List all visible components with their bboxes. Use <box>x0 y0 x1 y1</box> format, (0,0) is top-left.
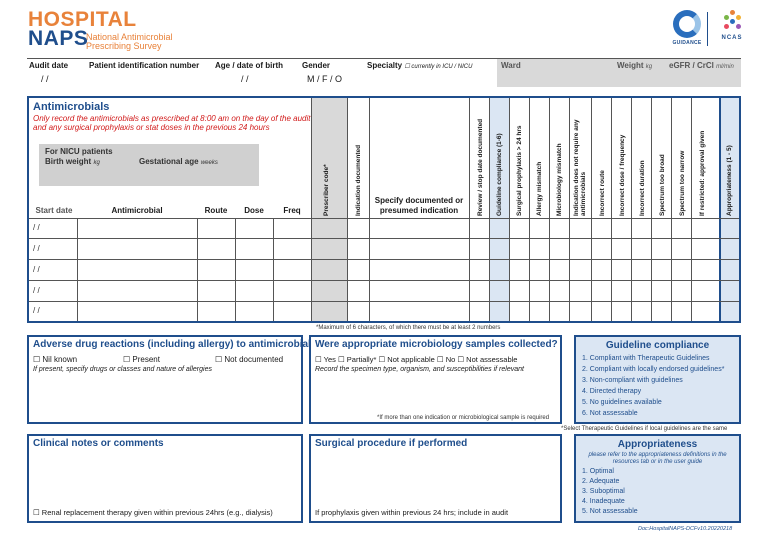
col-specify-indication: Specify documented or presumed indication <box>374 196 464 215</box>
col-freq: Freq <box>283 206 301 215</box>
nil-known-checkbox[interactable]: ☐ Nil known <box>33 355 78 364</box>
grid-v <box>197 218 198 321</box>
guideline-item: 2. Compliant with locally endorsed guidelines* <box>582 366 725 373</box>
appropriateness-item: 4. Inadequate <box>582 498 625 505</box>
col-restricted-approval: If restricted: approval given <box>699 130 706 216</box>
nicu-title: For NICU patients <box>45 147 113 156</box>
grid-v <box>549 98 550 321</box>
birth-weight-unit: kg <box>93 160 100 166</box>
col-allergy-mismatch: Allergy mismatch <box>536 161 543 216</box>
col-prescriber-code: Prescriber code* <box>323 164 330 216</box>
grid-v <box>469 98 470 321</box>
renal-replacement-checkbox[interactable]: ☐ Renal replacement therapy given within previous 24hrs (e.g., dialysis) <box>33 508 273 517</box>
grid-v <box>311 98 312 321</box>
start-date-cell[interactable]: / / <box>33 306 40 315</box>
logo-naps: NAPS <box>28 27 89 50</box>
grid-v <box>691 98 692 321</box>
grid-v <box>529 98 530 321</box>
gender-field[interactable]: M / F / O <box>307 74 342 84</box>
appropriateness-item: 1. Optimal <box>582 468 614 475</box>
microbiology-footnote: *If more than one indication or microbiological sample is required <box>377 415 550 421</box>
adr-title: Adverse drug reactions (including allergy) to antimicrobial <box>33 339 311 350</box>
col-appropriateness: Appropriateness (1 - 5) <box>726 145 733 216</box>
logo-hospital: HOSPITAL <box>28 8 137 31</box>
grid-v <box>347 98 348 321</box>
col-microbiology-mismatch: Microbiology mismatch <box>556 143 563 216</box>
microbiology-title: Were appropriate microbiology samples collected? <box>315 339 558 350</box>
guideline-item: 4. Directed therapy <box>582 388 642 395</box>
guidance-label: GUIDANCE <box>672 40 702 46</box>
guideline-item: 1. Compliant with Therapeutic Guidelines <box>582 355 710 362</box>
weight-unit: kg <box>645 64 653 70</box>
grid-v <box>611 98 612 321</box>
grid-v <box>631 98 632 321</box>
grid-v <box>235 218 236 321</box>
grid-h <box>29 238 739 239</box>
surgical-note: If prophylaxis given within previous 24 hrs; include in audit <box>315 508 509 517</box>
clinical-notes-section <box>27 434 303 523</box>
grid-h <box>29 259 739 260</box>
adr-section <box>27 335 311 424</box>
col-spectrum-broad: Spectrum too broad <box>659 154 666 216</box>
grid-v <box>651 98 652 321</box>
start-date-cell[interactable]: / / <box>33 244 40 253</box>
col-incorrect-route: Incorrect route <box>599 170 606 216</box>
egfr-unit: ml/min <box>716 64 734 70</box>
egfr-label <box>669 61 734 70</box>
gestational-age-text: Gestational age <box>139 157 199 166</box>
birth-weight-label <box>45 157 100 166</box>
weight-text: Weight <box>617 61 644 70</box>
appropriateness-item: 5. Not assessable <box>582 508 638 515</box>
appropriateness-item: 3. Suboptimal <box>582 488 625 495</box>
col-spectrum-narrow: Spectrum too narrow <box>679 150 686 216</box>
col-indication-documented: Indication documented <box>355 144 362 216</box>
nicu-box <box>39 144 259 186</box>
icu-checkbox[interactable]: ☐ currently in ICU / NICU <box>404 64 473 70</box>
grid-v <box>671 98 672 321</box>
age-dob-field[interactable]: / / <box>241 74 249 84</box>
birth-weight-text: Birth weight <box>45 157 92 166</box>
appropriateness-panel-title: Appropriateness <box>617 439 698 450</box>
audit-header-row <box>27 58 741 88</box>
ncas-dots-icon <box>722 10 742 32</box>
ncas-logo <box>712 10 752 50</box>
grid-v <box>273 218 274 321</box>
weight-label <box>617 61 652 70</box>
guideline-compliance-panel <box>574 335 741 424</box>
grid-v <box>509 98 510 321</box>
not-documented-checkbox[interactable]: ☐ Not documented <box>215 355 284 364</box>
appropriateness-desc: please refer to the appropriateness definitions in the resources tab or in the user guide <box>588 452 727 465</box>
antimicrobials-note: Only record the antimicrobials as prescribed at 8:00 am on the day of the audit and any surgical prophylaxis or stat doses in the previous 24 hours <box>33 114 311 132</box>
guideline-panel-title: Guideline compliance <box>605 340 710 351</box>
grid-v <box>591 98 592 321</box>
audit-date-field[interactable]: / / <box>41 74 49 84</box>
ward-label: Ward <box>501 61 521 70</box>
microbiology-note: Record the specimen type, organism, and susceptibilities if relevant <box>315 366 524 373</box>
guideline-footnote: *Select Therapeutic Guidelines if local guidelines are the same <box>561 426 728 432</box>
col-surgical-prophylaxis: Surgical prophylaxis > 24 hrs <box>516 125 523 216</box>
grid-h <box>29 218 739 219</box>
logo-subtitle-2: Prescribing Survey <box>86 41 162 51</box>
guideline-item: 3. Non-compliant with guidelines <box>582 377 683 384</box>
audit-date-label: Audit date <box>29 61 69 70</box>
guidance-g-icon <box>673 10 701 38</box>
grid-h <box>29 280 739 281</box>
start-date-cell[interactable]: / / <box>33 265 40 274</box>
grid-v <box>719 98 721 321</box>
document-code: Doc:HospitalNAPS-DCFv10.20220218 <box>638 526 733 532</box>
surgical-title: Surgical procedure if performed <box>315 438 468 449</box>
ncas-label: NCAS <box>721 35 743 41</box>
gestational-age-unit: weeks <box>200 160 218 166</box>
start-date-cell[interactable]: / / <box>33 223 40 232</box>
col-antimicrobial: Antimicrobial <box>111 206 163 215</box>
col-incorrect-dose: Incorrect dose / frequency <box>619 134 626 216</box>
egfr-text: eGFR / CrCl <box>669 61 714 70</box>
guideline-item: 5. No guidelines available <box>582 399 662 406</box>
col-route: Route <box>204 206 228 215</box>
guideline-item: 6. Not assessable <box>582 410 638 417</box>
gender-label: Gender <box>302 61 331 70</box>
patient-id-label: Patient identification number <box>89 61 200 70</box>
col-indication-not-required: Indication does not require any antimicrobials <box>573 119 587 216</box>
present-checkbox[interactable]: ☐ Present <box>123 355 160 364</box>
grid-v <box>77 218 78 321</box>
grid-v <box>489 98 490 321</box>
antimicrobials-title: Antimicrobials <box>33 101 110 113</box>
surgical-procedure-section <box>309 434 562 523</box>
gestational-age-label <box>139 157 218 166</box>
microbiology-options[interactable]: ☐ Yes ☐ Partially* ☐ Not applicable ☐ No ☐ Not assessable <box>315 355 518 364</box>
col-incorrect-duration: Incorrect duration <box>639 160 646 216</box>
grid-v <box>569 98 570 321</box>
appropriateness-item: 2. Adequate <box>582 478 620 485</box>
col-dose: Dose <box>244 206 264 215</box>
antimicrobials-section <box>27 96 741 323</box>
grid-h <box>29 301 739 302</box>
col-start-date: Start date <box>35 206 73 215</box>
appropriateness-panel <box>574 434 741 523</box>
guidance-logo <box>672 10 702 50</box>
specialty-text: Specialty <box>367 61 403 70</box>
logo-divider <box>707 12 708 46</box>
col-review-stop: Review / stop date documented <box>477 118 484 216</box>
age-dob-label: Age / date of birth <box>215 61 283 70</box>
clinical-notes-title: Clinical notes or comments <box>33 438 164 449</box>
start-date-cell[interactable]: / / <box>33 286 40 295</box>
specialty-label <box>367 61 472 70</box>
adr-note: If present, specify drugs or classes and nature of allergies <box>33 366 212 373</box>
grid-v <box>369 98 370 321</box>
prescriber-footnote: *Maximum of 6 characters, of which there must be at least 2 numbers <box>316 325 501 331</box>
microbiology-section <box>309 335 562 424</box>
hospital-naps-logo <box>28 10 228 54</box>
col-guideline-compliance: Guideline compliance (1-6) <box>496 133 503 216</box>
logo-subtitle-1: National Antimicrobial <box>86 32 173 42</box>
